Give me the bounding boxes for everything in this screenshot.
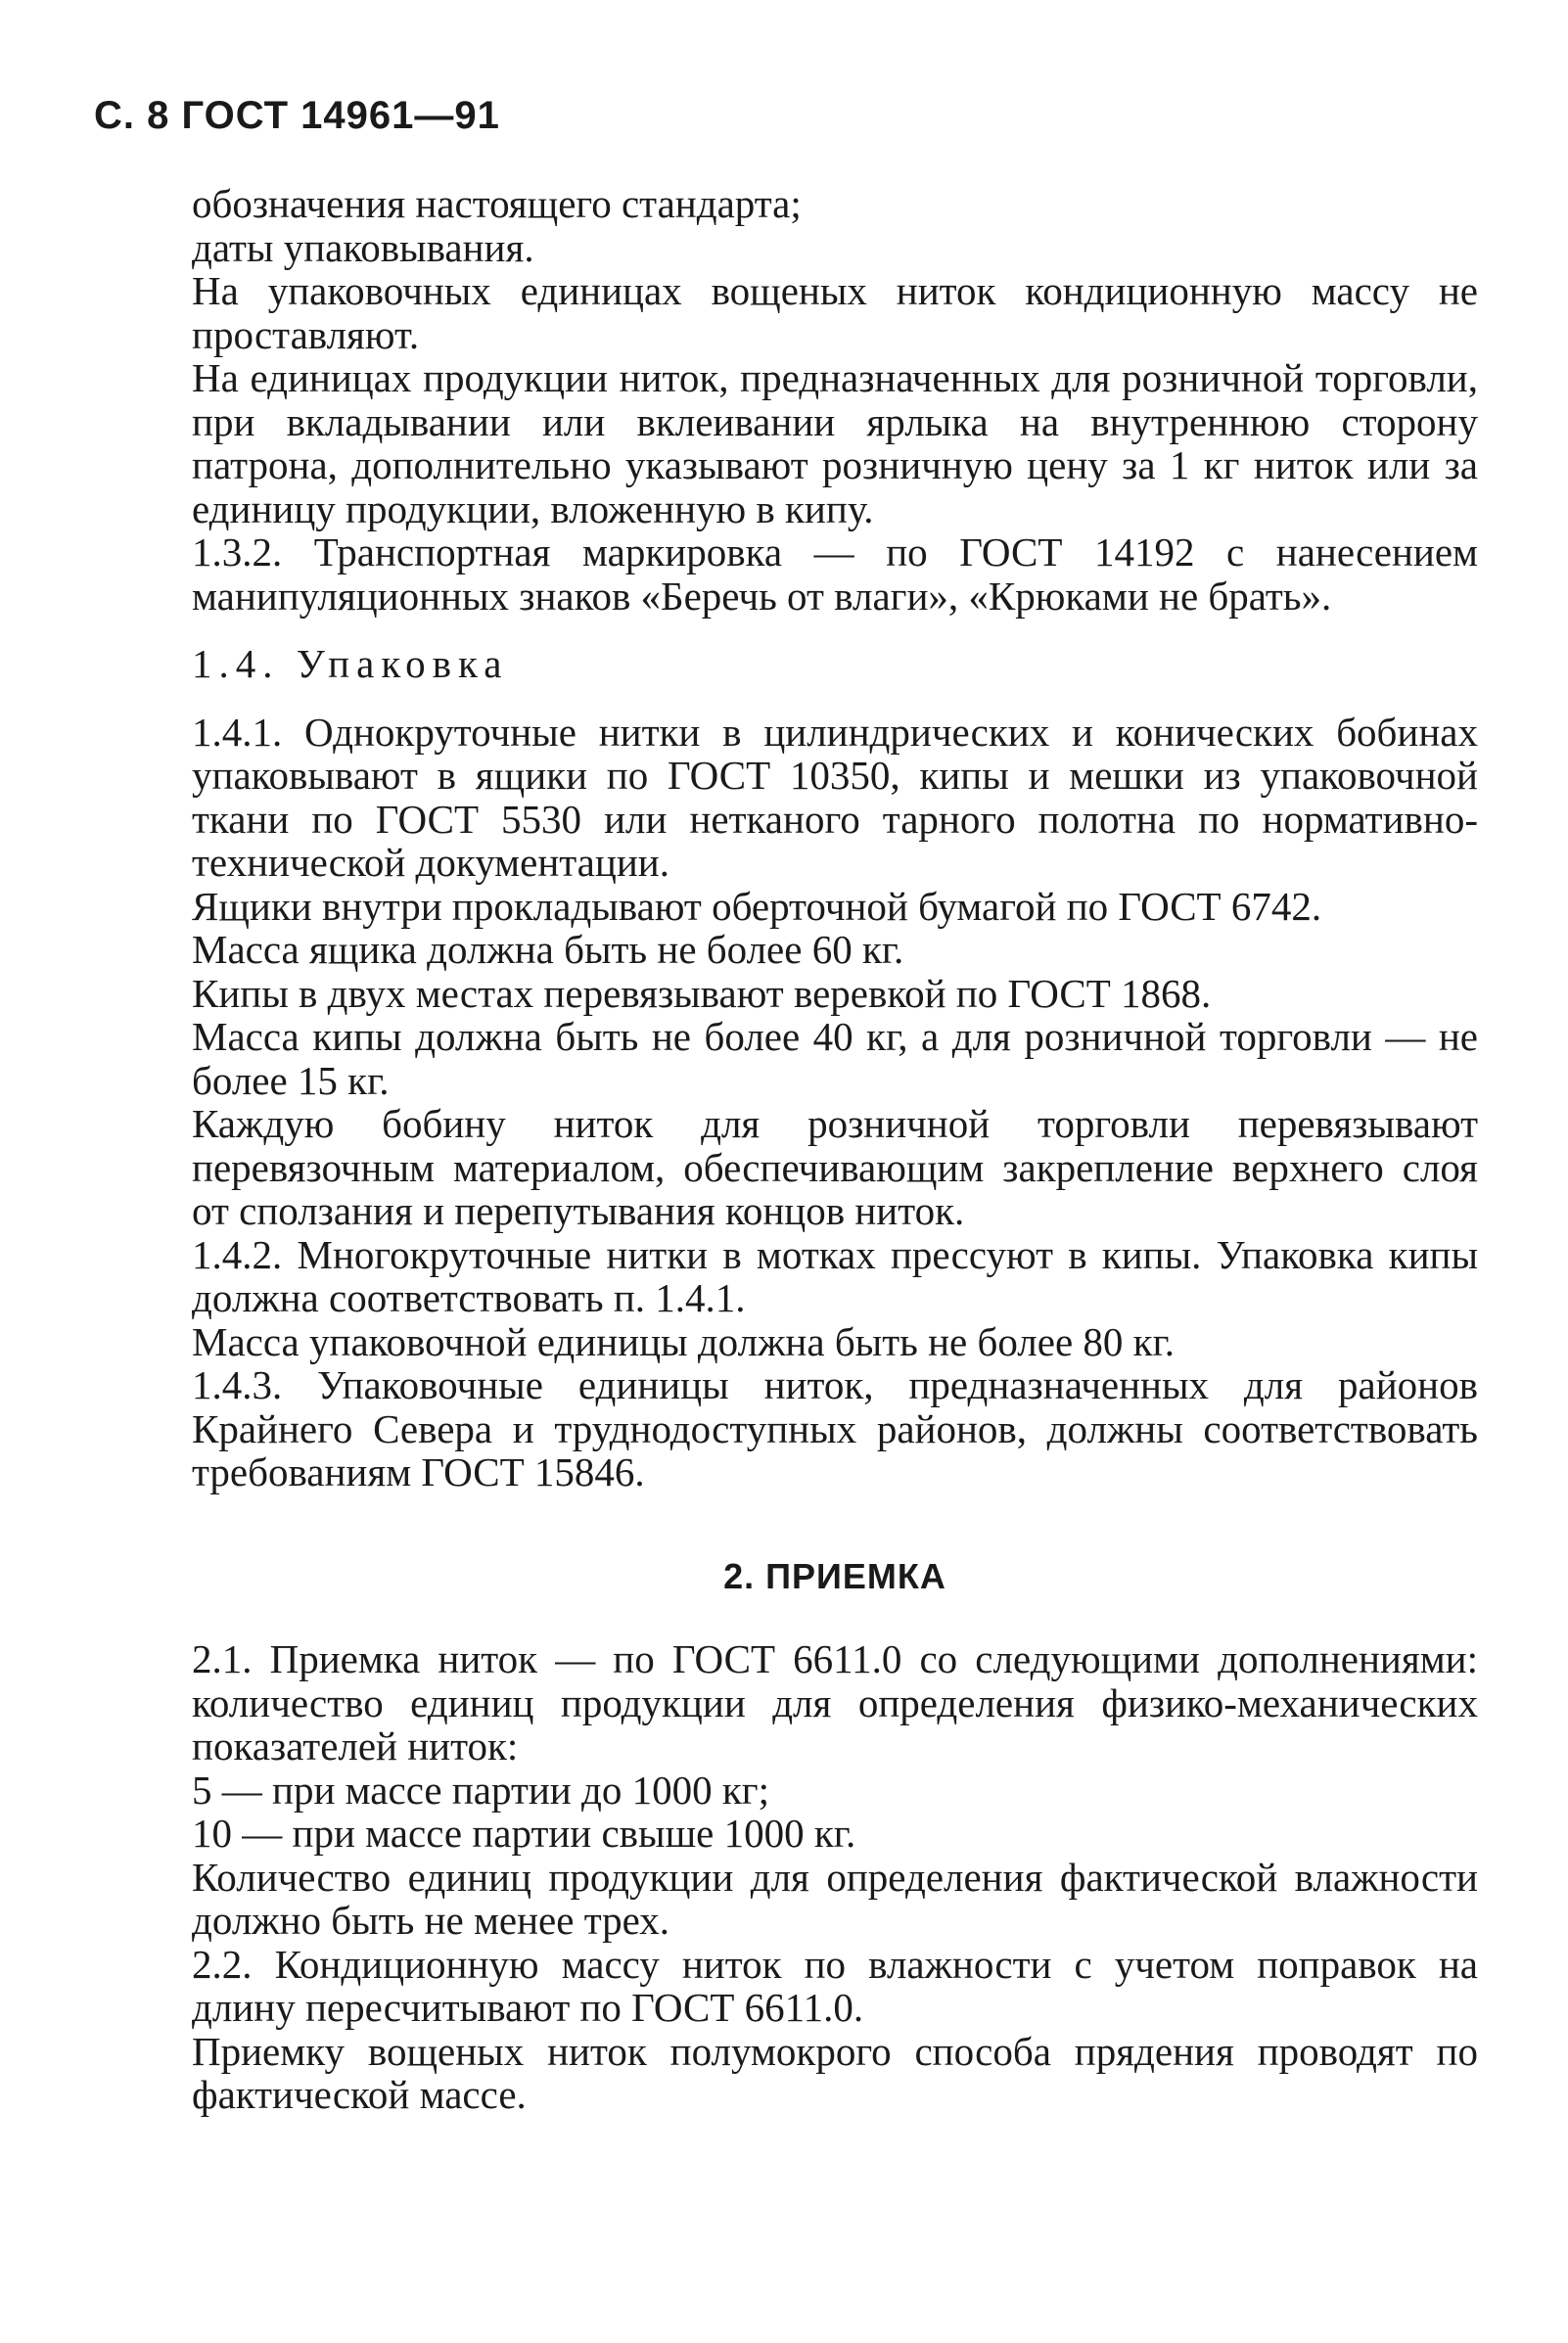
- paragraph-9: Масса ящика должна быть не более 60 кг.: [192, 927, 904, 972]
- paragraph-14: Масса упаковочной единицы должна быть не более 80 кг.: [192, 1318, 1176, 1364]
- paragraph-2: даты упаковывания.: [192, 224, 534, 270]
- body-text: [192, 182, 1478, 2117]
- paragraph-13: 1.4.2. Многокруточные нитки в мотках прессуют в кипы. Упаковка кипы должна соответствовать п. 1.4.1.: [192, 1231, 1478, 1320]
- paragraph-3: На упаковочных единицах вощеных ниток кондиционную массу не проставляют.: [192, 268, 1478, 357]
- section-title-acceptance: 2. ПРИЕМКА: [723, 1555, 946, 1596]
- running-head: С. 8 ГОСТ 14961—91: [94, 94, 500, 137]
- paragraph-8: Ящики внутри прокладывают оберточной бумагой по ГОСТ 6742.: [192, 883, 1322, 929]
- paragraph-1: обозначения настоящего стандарта;: [192, 181, 802, 226]
- paragraph-20: Количество единиц продукции для определения фактической влажности должно быть не менее трех.: [192, 1854, 1478, 1943]
- paragraph-10: Кипы в двух местах перевязывают веревкой по ГОСТ 1868.: [192, 970, 1212, 1016]
- paragraph-18: 5 — при массе партии до 1000 кг;: [192, 1767, 769, 1813]
- paragraph-22: Приемку вощеных ниток полумокрого способа прядения проводят по фактической массе.: [192, 2028, 1478, 2117]
- paragraph-4: На единицах продукции ниток, предназначенных для розничной торговли, при вкладывании или вклеивании ярлыка на внутреннюю сторону патрона, дополнительно указывают розничную цену за 1 кг ниток или за единицу продукции, вложенную в кипу.: [192, 355, 1478, 531]
- paragraph-11: Масса кипы должна быть не более 40 кг, а для розничной торговли — не более 15 кг.: [192, 1014, 1478, 1103]
- paragraph-7: 1.4.1. Однокруточные нитки в цилиндрических и конических бобинах упаковывают в ящики по ГОСТ 10350, кипы и мешки из упаковочной ткани по ГОСТ 5530 или нетканого тарного полотна по нормативно-технической документации.: [192, 709, 1478, 885]
- paragraph-21: 2.2. Кондиционную массу ниток по влажности с учетом поправок на длину пересчитывают по ГОСТ 6611.0.: [192, 1941, 1478, 2030]
- paragraph-12: Каждую бобину ниток для розничной торговли перевязывают перевязочным материалом, обеспечивающим закрепление верхнего слоя от сползания и перепутывания концов ниток.: [192, 1101, 1478, 1233]
- paragraph-17: 2.1. Приемка ниток — по ГОСТ 6611.0 со следующими дополнениями: количество единиц продукции для определения физико-механических показателей ниток:: [192, 1636, 1478, 1769]
- paragraph-15: 1.4.3. Упаковочные единицы ниток, предназначенных для районов Крайнего Севера и труднодоступных районов, должны соответствовать требованиям ГОСТ 15846.: [192, 1362, 1478, 1494]
- paragraph-5: 1.3.2. Транспортная маркировка — по ГОСТ 14192 с нанесением манипуляционных знаков «Беречь от влаги», «Крюками не брать».: [192, 529, 1478, 619]
- subsection-heading-packaging: 1.4. Упаковка: [192, 641, 509, 686]
- paragraph-19: 10 — при массе партии свыше 1000 кг.: [192, 1811, 856, 1856]
